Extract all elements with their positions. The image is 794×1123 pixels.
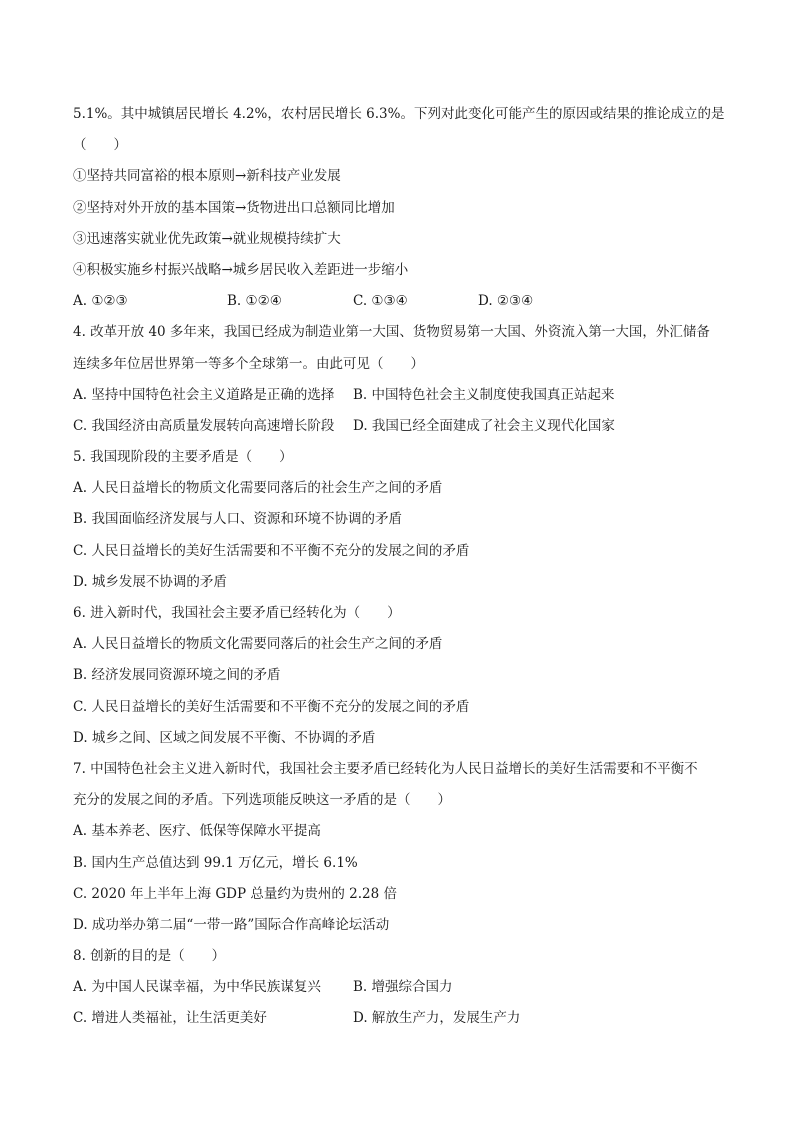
q7-option-a: A. 基本养老、医疗、低保等保障水平提高 bbox=[73, 823, 321, 840]
q3-statement-3: ③迅速落实就业优先政策→就业规模持续扩大 bbox=[73, 230, 341, 247]
q4-stem-line-1: 4. 改革开放 40 多年来，我国已经成为制造业第一大国、货物贸易第一大国、外资流入第一大国，外汇储备 bbox=[73, 324, 710, 341]
q7-stem-line-2: 充分的发展之间的矛盾。下列选项能反映这一矛盾的是（ ） bbox=[73, 792, 451, 809]
q4-option-a: A. 坚持中国特色社会主义道路是正确的选择 bbox=[73, 386, 335, 403]
q4-option-b: B. 中国特色社会主义制度使我国真正站起来 bbox=[353, 386, 615, 403]
q4-options-row-2 bbox=[73, 415, 733, 446]
q3-option-c: C. ①③④ bbox=[353, 293, 408, 310]
q4-option-d: D. 我国已经全面建成了社会主义现代化国家 bbox=[353, 417, 615, 434]
q8-option-c: C. 增进人类福祉，让生活更美好 bbox=[73, 1010, 267, 1027]
q8-stem: 8. 创新的目的是（ ） bbox=[73, 948, 226, 965]
q5-option-c: C. 人民日益增长的美好生活需要和不平衡不充分的发展之间的矛盾 bbox=[73, 542, 470, 559]
q5-option-d: D. 城乡发展不协调的矛盾 bbox=[73, 573, 227, 590]
q4-stem-line-2: 连续多年位居世界第一等多个全球第一。由此可见（ ） bbox=[73, 355, 424, 372]
q5-option-b: B. 我国面临经济发展与人口、资源和环境不协调的矛盾 bbox=[73, 511, 403, 528]
q3-stem-line: 5.1%。其中城镇居民增长 4.2%，农村居民增长 6.3%。下列对此变化可能产生的原因或结果的推论成立的是 bbox=[73, 106, 725, 122]
q3-statement-1: ①坚持共同富裕的根本原则→新科技产业发展 bbox=[73, 168, 341, 185]
q8-option-d: D. 解放生产力，发展生产力 bbox=[353, 1010, 521, 1027]
q8-option-b: B. 增强综合国力 bbox=[353, 979, 453, 996]
q6-option-c: C. 人民日益增长的美好生活需要和不平衡不充分的发展之间的矛盾 bbox=[73, 698, 470, 715]
q8-options-row-1 bbox=[73, 976, 733, 1007]
q6-option-d: D. 城乡之间、区域之间发展不平衡、不协调的矛盾 bbox=[73, 729, 376, 746]
q3-options-row bbox=[73, 290, 733, 321]
q4-option-c: C. 我国经济由高质量发展转向高速增长阶段 bbox=[73, 417, 335, 434]
q3-statement-4: ④积极实施乡村振兴战略→城乡居民收入差距进一步缩小 bbox=[73, 261, 409, 278]
q3-option-d: D. ②③④ bbox=[478, 293, 534, 310]
q7-option-b: B. 国内生产总值达到 99.1 万亿元，增长 6.1% bbox=[73, 854, 358, 871]
q7-stem-line-1: 7. 中国特色社会主义进入新时代，我国社会主要矛盾已经转化为人民日益增长的美好生活需要和不平衡不 bbox=[73, 760, 698, 777]
q7-option-c: C. 2020 年上半年上海 GDP 总量约为贵州的 2.28 倍 bbox=[73, 885, 397, 902]
question-content bbox=[73, 103, 733, 1039]
q5-stem: 5. 我国现阶段的主要矛盾是（ ） bbox=[73, 449, 293, 466]
q3-option-b: B. ①②④ bbox=[227, 293, 282, 310]
q8-options-row-2 bbox=[73, 1007, 733, 1038]
q5-option-a: A. 人民日益增长的物质文化需要同落后的社会生产之间的矛盾 bbox=[73, 480, 443, 497]
q8-option-a: A. 为中国人民谋幸福，为中华民族谋复兴 bbox=[73, 979, 321, 996]
q6-stem: 6. 进入新时代，我国社会主要矛盾已经转化为（ ） bbox=[73, 605, 401, 621]
q6-option-a: A. 人民日益增长的物质文化需要同落后的社会生产之间的矛盾 bbox=[73, 636, 443, 653]
q4-options-row-1 bbox=[73, 384, 733, 415]
q3-statement-2: ②坚持对外开放的基本国策→货物进出口总额同比增加 bbox=[73, 199, 395, 216]
q6-option-b: B. 经济发展同资源环境之间的矛盾 bbox=[73, 667, 281, 684]
q3-answer-paren: （ ） bbox=[73, 137, 127, 154]
q7-option-d: D. 成功举办第二届“一带一路”国际合作高峰论坛活动 bbox=[73, 916, 390, 933]
q3-option-a: A. ①②③ bbox=[73, 293, 128, 310]
